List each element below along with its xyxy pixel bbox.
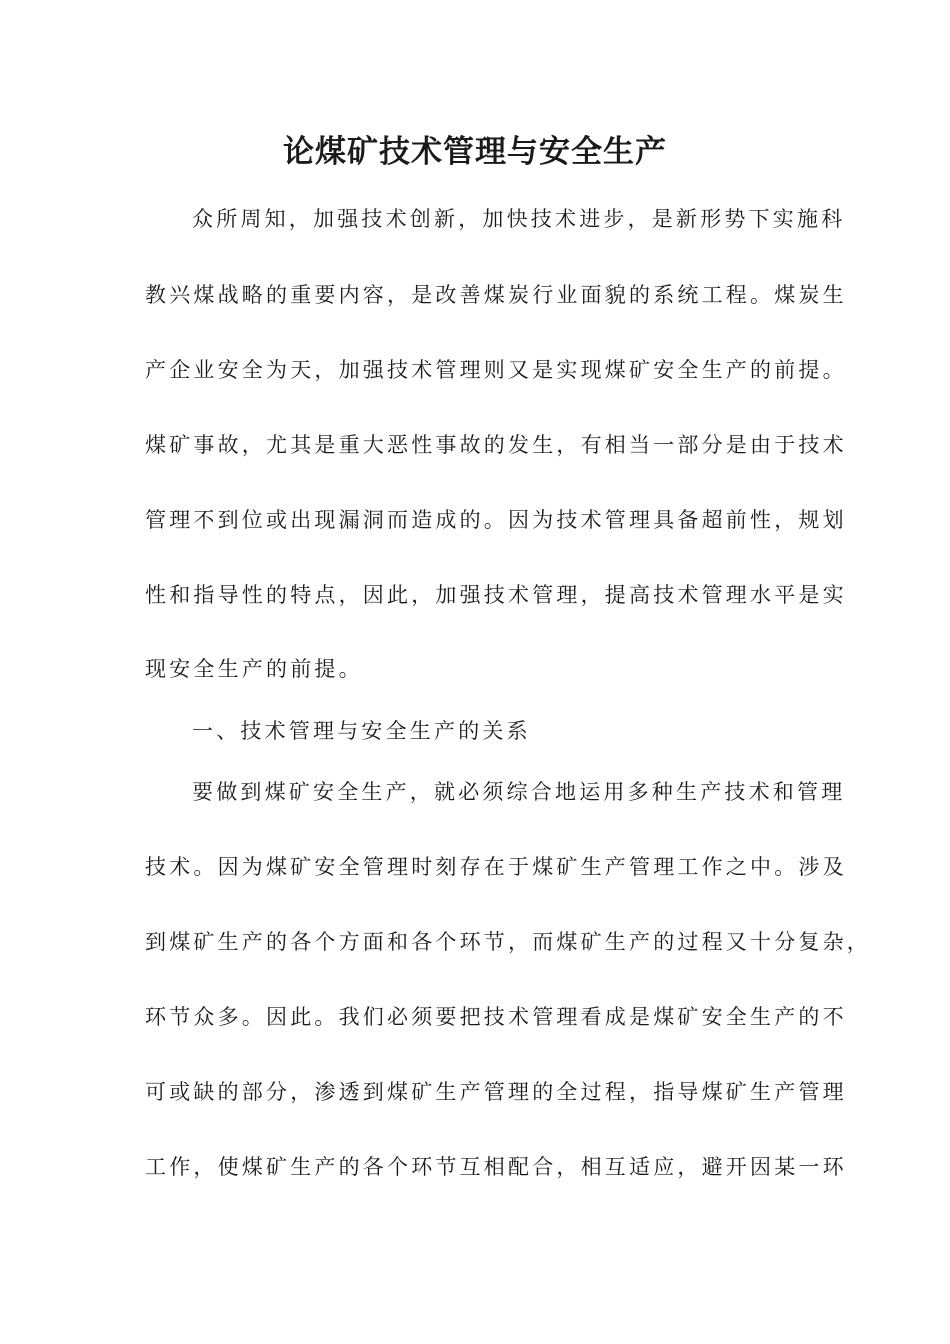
document-title: 论煤矿技术管理与安全生产: [283, 134, 667, 170]
paragraph-line: 管理不到位或出现漏洞而造成的。因为技术管理具备超前性，规划: [145, 508, 847, 532]
paragraph-line: 煤矿事故，尤其是重大恶性事故的发生，有相当一部分是由于技术: [145, 433, 847, 457]
paragraph-line: 到煤矿生产的各个方面和各个环节，而煤矿生产的过程又十分复杂，: [145, 930, 871, 954]
paragraph-line: 教兴煤战略的重要内容，是改善煤炭行业面貌的系统工程。煤炭生: [145, 283, 847, 307]
paragraph-line: 众所周知，加强技术创新，加快技术进步，是新形势下实施科: [192, 207, 846, 231]
paragraph-line: 工作，使煤矿生产的各个环节互相配合，相互适应，避开因某一环: [145, 1155, 847, 1179]
paragraph-line: 现安全生产的前提。: [145, 657, 363, 681]
paragraph-line: 产企业安全为天，加强技术管理则又是实现煤矿安全生产的前提。: [145, 358, 847, 382]
paragraph-line: 环节众多。因此。我们必须要把技术管理看成是煤矿安全生产的不: [145, 1005, 847, 1029]
section-heading: 一、技术管理与安全生产的关系: [192, 719, 531, 743]
paragraph-line: 要做到煤矿安全生产，就必须综合地运用多种生产技术和管理: [192, 780, 846, 804]
paragraph-line: 可或缺的部分，渗透到煤矿生产管理的全过程，指导煤矿生产管理: [145, 1080, 847, 1104]
paragraph-line: 性和指导性的特点，因此，加强技术管理，提高技术管理水平是实: [145, 583, 847, 607]
paragraph-line: 技术。因为煤矿安全管理时刻存在于煤矿生产管理工作之中。涉及: [145, 855, 847, 879]
